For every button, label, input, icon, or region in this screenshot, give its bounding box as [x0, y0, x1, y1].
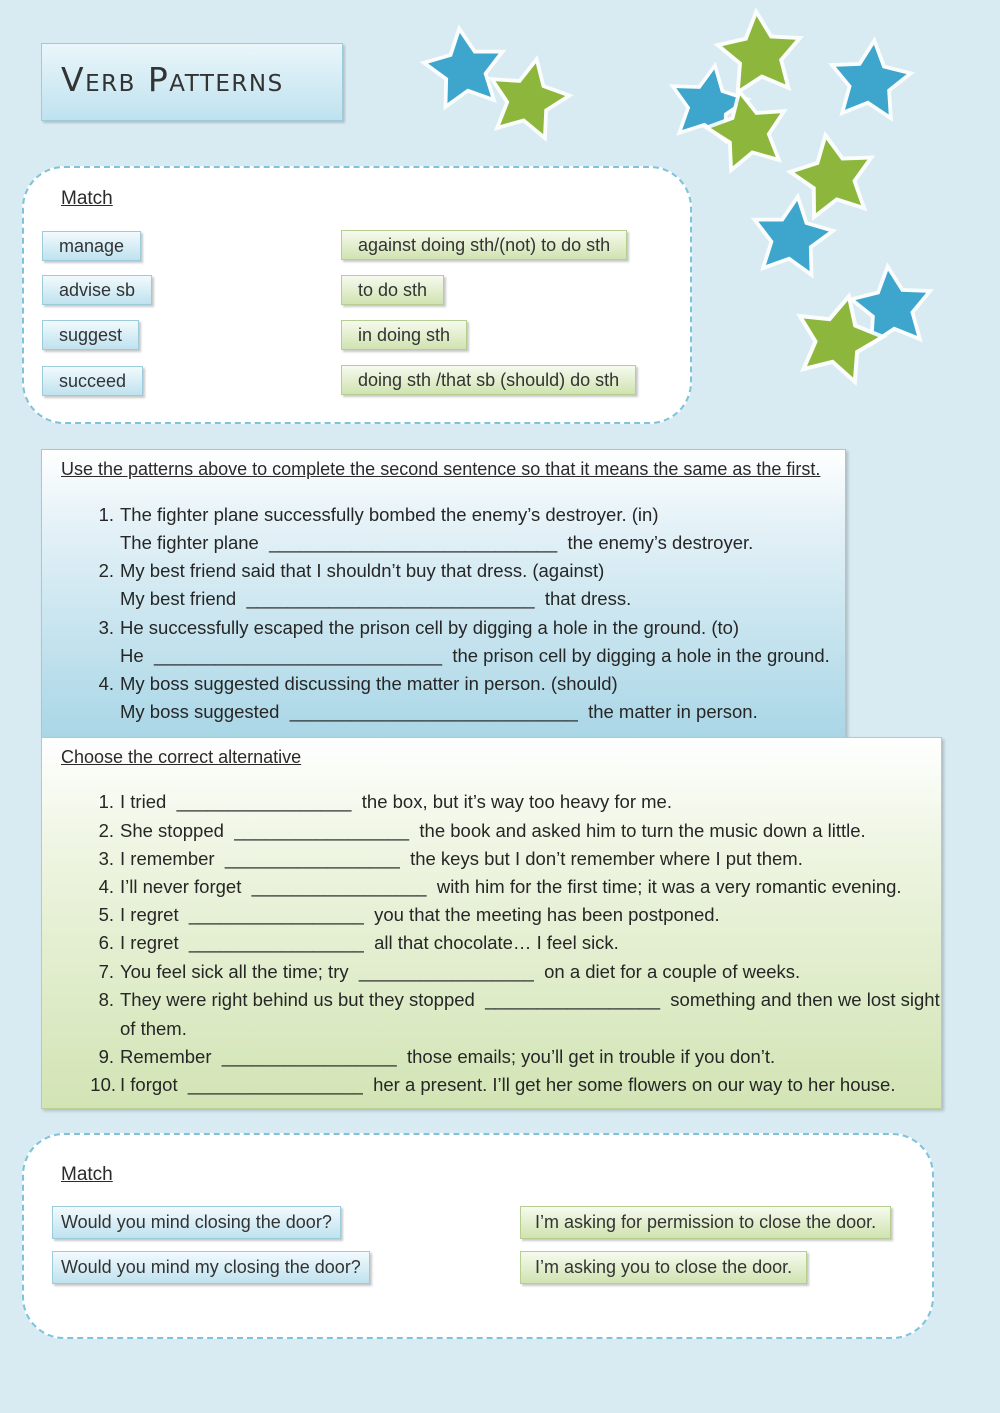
item-number: 3. [98, 617, 114, 638]
match-left-item[interactable]: advise sb [42, 275, 152, 305]
star-icon [720, 13, 800, 90]
answer-blank[interactable]: _________________ [358, 961, 534, 982]
match-right-item[interactable]: to do sth [341, 275, 444, 305]
rewrite-line: He ____________________________ the prison cell by digging a hole in the ground. [120, 645, 830, 666]
answer-blank[interactable]: _________________ [251, 876, 427, 897]
original-sentence: My best friend said that I shouldn’t buy that dress. (against) [120, 560, 605, 581]
page-title: Verb Patterns [61, 60, 284, 99]
answer-blank[interactable]: _________________ [187, 1074, 363, 1095]
rewrite-line: My boss suggested ____________________________ the matter in person. [120, 701, 758, 722]
answer-blank[interactable]: _________________ [224, 848, 400, 869]
answer-blank[interactable]: _________________ [221, 1046, 397, 1067]
answer-blank[interactable]: _________________ [234, 820, 410, 841]
original-sentence: He successfully escaped the prison cell by digging a hole in the ground. (to) [120, 617, 740, 638]
answer-blank[interactable]: _________________ [176, 791, 352, 812]
star-icon [831, 41, 909, 116]
answer-blank[interactable]: ____________________________ [246, 588, 535, 609]
match-left-item[interactable]: Would you mind my closing the door? [52, 1251, 370, 1284]
original-sentence: My boss suggested discussing the matter in person. (should) [120, 673, 618, 694]
match-right-item[interactable]: in doing sth [341, 320, 467, 350]
transformation-instruction: Use the patterns above to complete the second sentence so that it means the same as the first. [61, 459, 821, 479]
match-left-item[interactable]: Would you mind closing the door? [52, 1206, 341, 1239]
star-icon [790, 133, 875, 215]
match-right-item[interactable]: I’m asking you to close the door. [520, 1251, 807, 1284]
star-icon [425, 28, 505, 105]
original-sentence: The fighter plane successfully bombed the enemy’s destroyer. (in) [120, 504, 659, 525]
star-icon [487, 56, 571, 137]
title-box [41, 43, 343, 121]
match-right-item[interactable]: I’m asking for permission to close the door. [520, 1206, 891, 1239]
answer-blank[interactable]: ____________________________ [153, 645, 443, 666]
rewrite-line: The fighter plane ____________________________ the enemy’s destroyer. [120, 532, 754, 553]
answer-blank[interactable]: ____________________________ [269, 532, 558, 553]
match-right-item[interactable]: against doing sth/(not) to do sth [341, 230, 627, 260]
answer-blank[interactable]: _________________ [188, 904, 364, 925]
item-number: 1. [98, 504, 114, 525]
match-right-item[interactable]: doing sth /that sb (should) do sth [341, 365, 636, 395]
answer-blank[interactable]: _________________ [485, 989, 661, 1010]
answer-blank[interactable]: _________________ [188, 932, 364, 953]
match-heading: Match [61, 188, 113, 209]
rewrite-line: My best friend ____________________________ that dress. [120, 588, 632, 609]
answer-blank[interactable]: ____________________________ [289, 701, 578, 722]
match-left-item[interactable]: manage [42, 231, 141, 261]
match-left-item[interactable]: suggest [42, 320, 139, 350]
item-number: 2. [98, 560, 114, 581]
choose-heading: Choose the correct alternative [61, 747, 302, 767]
match-heading: Match [61, 1164, 113, 1185]
choice-item-continuation: of them. [120, 1018, 187, 1039]
match-left-item[interactable]: succeed [42, 366, 143, 396]
item-number: 4. [98, 673, 114, 694]
